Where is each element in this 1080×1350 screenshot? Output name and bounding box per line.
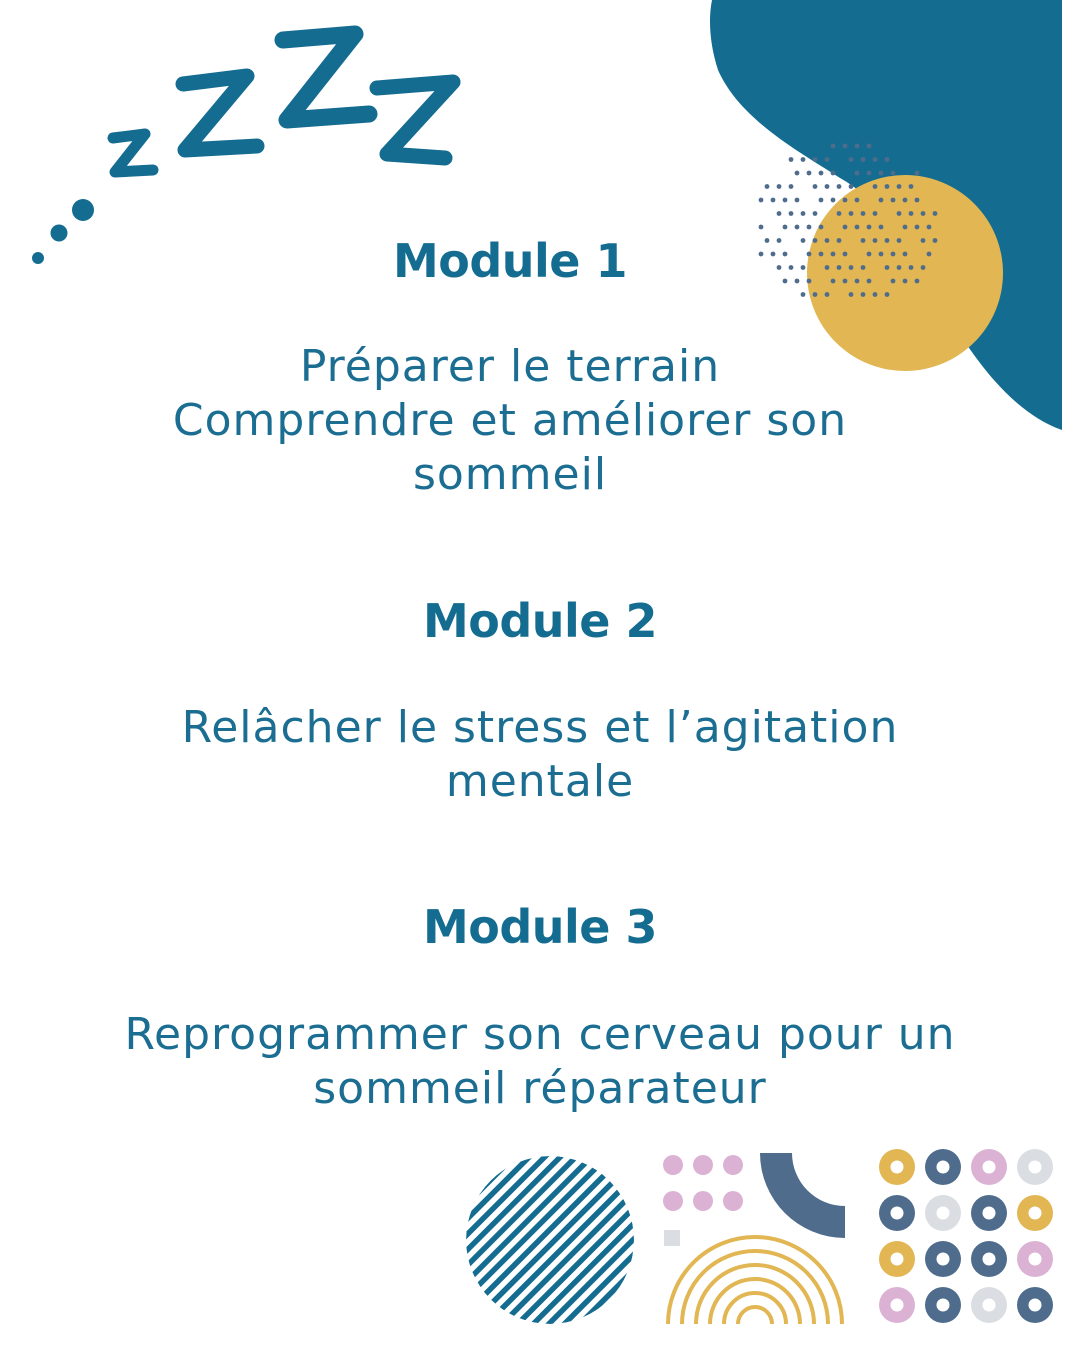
module-1-line-2: Comprendre et améliorer son (172, 395, 848, 446)
module-2-title: Module 2 (422, 594, 658, 648)
module-1-line-3: sommeil (412, 449, 608, 500)
module-2-line-1: Relâcher le stress et l’agitation (181, 702, 899, 753)
module-1-title: Module 1 (392, 234, 628, 288)
module-1-line-1: Préparer le terrain (299, 341, 721, 392)
module-2-line-2: mentale (445, 756, 635, 807)
module-1-description (0, 340, 1020, 502)
rainbow-arcs (660, 1228, 850, 1328)
module-3-title: Module 3 (422, 900, 658, 954)
module-2-description (0, 701, 1080, 809)
module-3-line-2: sommeil réparateur (313, 1063, 767, 1114)
ring-grid (875, 1145, 1065, 1335)
module-3-description (0, 1008, 1080, 1116)
module-3-line-1: Reprogrammer son cerveau pour un (124, 1009, 956, 1060)
striped-circle (465, 1155, 635, 1325)
dot-pattern (755, 140, 945, 315)
